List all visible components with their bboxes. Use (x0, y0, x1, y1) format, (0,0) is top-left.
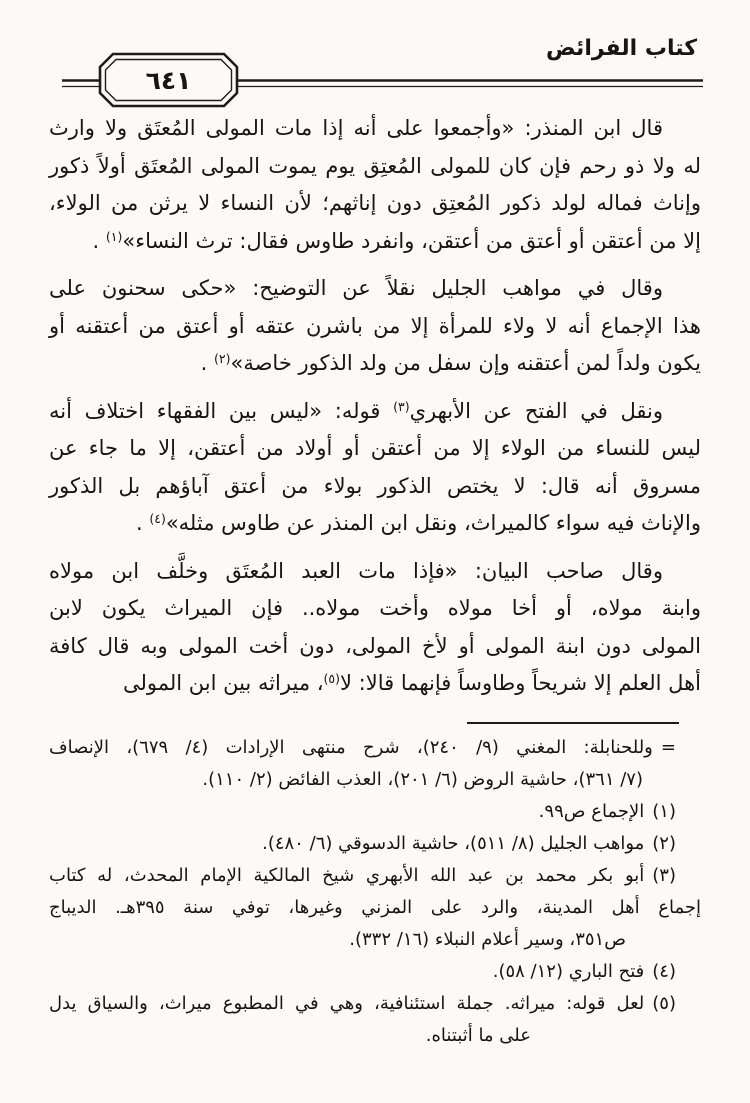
footnote-item (49, 988, 701, 1052)
body-line (49, 148, 701, 186)
footnote-marker: = (660, 737, 676, 758)
footnote-item (49, 860, 701, 956)
footnotes-list (49, 732, 701, 1052)
footnote-ref: (٣) (393, 398, 410, 414)
body-line (49, 270, 701, 308)
body-line (49, 223, 701, 261)
footnotes-section (49, 722, 701, 1052)
body-text-segment: وقال في مواهب الجليل نقلاً عن التوضيح: «حكى سحنون على (49, 276, 663, 300)
body-text-segment: وابنة مولاه، أو أخا مولاه وأخت مولاه.. فإن الميراث يكون لابن (49, 596, 701, 620)
footnote-line (49, 924, 701, 956)
footnote-marker: (٥) (652, 993, 676, 1014)
body-line (49, 185, 701, 223)
paragraph (49, 393, 701, 543)
body-text-segment: قال ابن المنذر: «وأجمعوا على أنه إذا مات المولى المُعتَق ولا وارث (49, 116, 663, 140)
body-line (49, 628, 701, 666)
body-text-segment: له ولا ذو رحم فإن كان للمولى المُعتِق يوم يموت المولى المُعتَق أولاً ذكور (49, 153, 701, 178)
body-text-segment: وإناث فماله لولد ذكور المُعتِق دون إناثهم؛ لأن النساء لا يرثن من الولاء، (49, 191, 701, 215)
footnote-text: أبو بكر محمد بن عبد الله الأبهري شيخ المالكية الإمام المحدث، له كتاب (49, 865, 645, 886)
footnote-line (49, 988, 701, 1020)
page-number: ٦٤١ (145, 65, 192, 95)
footnote-marker: (٢) (652, 833, 676, 854)
footnote-line (49, 764, 701, 796)
footnote-text: وللحنابلة: المغني (٩/ ٢٤٠)، شرح منتهى الإرادات (٤/ ٦٧٩)، الإنصاف (49, 737, 653, 758)
footnote-ref: (٢) (213, 351, 231, 366)
footnote-ref: (١) (105, 228, 123, 244)
body-text-segment: . (92, 228, 106, 253)
footnote-item (49, 828, 701, 860)
body-text-segment: يكون ولداً لمن أعتقنه وإن سفل من ولد الذكور خاصة» (230, 351, 701, 375)
body-text-segment: ونقل في الفتح عن الأبهري (409, 398, 663, 423)
body-text-segment: . (200, 351, 214, 375)
footnote-line (49, 732, 701, 764)
footnote-marker: (٣) (652, 865, 676, 886)
body-line (49, 430, 701, 468)
body-text-segment: إلا من أعتقن أو أعتق من أعتقن، وانفرد طاوس فقال: ترث النساء» (122, 228, 701, 253)
footnote-item (49, 732, 701, 796)
footnote-ref: (٥) (323, 671, 341, 686)
footnote-separator (467, 722, 679, 724)
paragraph (49, 270, 701, 383)
body-text-segment: وقال صاحب البيان: «فإذا مات العبد المُعتَق وخلَّف ابن مولاه (49, 558, 663, 583)
footnote-text: إجماع أهل المدينة، والرد على المزني وغيرها، توفي سنة ٣٩٥هـ. الديباج (49, 897, 702, 918)
paragraph (49, 553, 701, 703)
footnote-text: مواهب الجليل (٨/ ٥١١)، حاشية الدسوقي (٦/ ٤٨٠). (262, 833, 645, 854)
body-text-segment: هذا الإجماع أنه لا ولاء للمرأة إلا من باشرن عتقه أو أعتق من أعتقنه أو (49, 313, 701, 338)
body-text (49, 110, 701, 713)
footnote-line (49, 860, 701, 892)
footnote-line (49, 796, 701, 828)
footnote-text: الإجماع ص٩٩. (538, 801, 645, 822)
footnote-line (49, 828, 701, 860)
body-line (49, 590, 701, 628)
body-text-segment: قوله: «ليس بين الفقهاء اختلاف أنه (49, 398, 394, 423)
body-text-segment: المولى دون ابنة المولى أو لأخ المولى، دون أخت المولى وبه قال كافة (49, 633, 701, 658)
footnote-text: فتح الباري (١٢/ ٥٨). (492, 961, 645, 982)
body-line (49, 505, 701, 543)
footnote-item (49, 956, 701, 988)
body-text-segment: ، ميراثه بين ابن المولى (122, 671, 324, 695)
footnote-marker: (١) (652, 801, 676, 822)
body-text-segment: والإناث فيه سواء كالميراث، ونقل ابن المنذر عن طاوس مثله» (165, 511, 701, 535)
book-title: كتاب الفرائض (546, 36, 697, 61)
paragraph (49, 110, 701, 260)
body-line (49, 553, 701, 591)
body-line (49, 393, 701, 431)
footnote-line (49, 956, 701, 988)
body-line (49, 308, 701, 346)
footnote-line (49, 1020, 701, 1052)
footnote-line (49, 892, 701, 924)
body-line (49, 110, 701, 148)
footnote-text: على ما أثبتناه. (425, 1025, 531, 1046)
footnote-text: لعل قوله: ميراثه. جملة استئنافية، وهي في المطبوع ميراث، والسياق يدل (49, 993, 645, 1014)
body-text-segment: مسروق أنه قال: لا يختص الذكور بولاء من أعتق آباؤهم بل الذكور (49, 473, 701, 498)
body-line (49, 345, 701, 383)
footnote-item (49, 796, 701, 828)
footnote-text: ص٣٥١، وسير أعلام النبلاء (١٦/ ٣٣٢). (349, 929, 626, 950)
footnote-ref: (٤) (149, 511, 166, 526)
footnote-marker: (٤) (652, 961, 676, 982)
body-text-segment: . (135, 511, 150, 535)
body-text-segment: أهل العلم إلا شريحاً وطاوساً فإنهما قالا: لا (340, 671, 701, 695)
footnote-text: (٧/ ٣٦١)، حاشية الروض (٦/ ٢٠١)، العذب الفائض (٢/ ١١٠). (202, 769, 643, 790)
body-line (49, 665, 701, 703)
body-line (49, 468, 701, 506)
body-text-segment: ليس للنساء من الولاء إلا من أعتقن أو أولاد من أعتقن، إلا ما جاء عن (49, 436, 701, 460)
